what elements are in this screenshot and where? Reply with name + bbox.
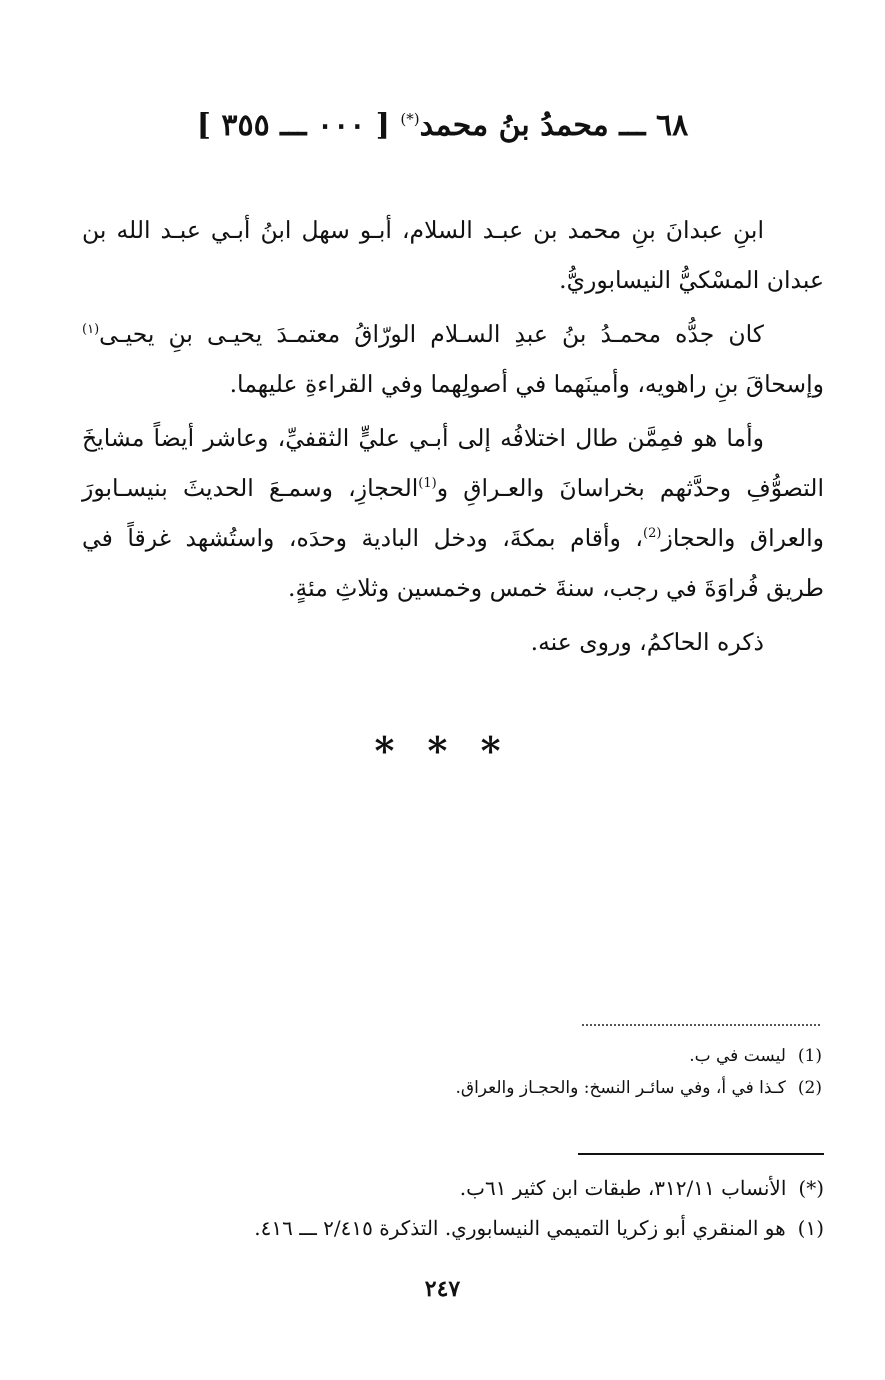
paragraph-text: الحجازِ، وسمـعَ الحديثَ بنيسـابورَ — [82, 474, 419, 502]
entry-name: محمدُ بنُ محمد — [419, 108, 609, 143]
note-number: (2) — [797, 1078, 822, 1098]
footnote-ref: (1) — [418, 476, 437, 492]
paragraph — [82, 617, 824, 667]
paragraph-text: ابنِ عبدانَ بنِ محمد بن عبـد السلام، أبـو سهل ابنُ أبـي عبـد الله بن عبدان المسْكيُّ النيسابوريُّ. — [82, 216, 824, 294]
paragraph — [82, 205, 824, 305]
footnotes — [150, 1168, 824, 1248]
footnote — [150, 1168, 824, 1208]
footnote-text: هو المنقري أبو زكريا التميمي النيسابوري. التذكرة ٢/٤١٥ ـــ ٤١٦. — [254, 1216, 786, 1240]
dotted-divider — [582, 1024, 820, 1026]
paragraph-text: ذكره الحاكمُ، وروى عنه. — [530, 628, 764, 656]
footnote-ref: (١) — [82, 322, 100, 338]
footnote — [150, 1208, 824, 1248]
note-text: ليست في ب. — [689, 1046, 786, 1066]
footnote-number: (*) — [798, 1176, 824, 1200]
entry-dash: ـــ — [619, 108, 646, 143]
note-text: كـذا في أ، وفي سائـر النسخ: والحجـاز والعراق. — [455, 1078, 786, 1098]
paragraph-text: وأما هو فمِمَّن طال اختلافُه إلى أبـي عليٍّ الثقفيِّ، وعاشر أيضاً مشايخَ التصوُّفِ وحدَّثهم بخراسانَ والعـراقِ و — [82, 424, 824, 502]
entry-ref-mark: (*) — [400, 110, 420, 128]
footnote-number: (١) — [797, 1216, 824, 1240]
entry-heading — [80, 108, 805, 143]
footnote-ref: (2) — [643, 526, 662, 542]
paragraph-text: كان جدُّه محمـدُ بنُ عبدِ السـلام الورّاقُ معتمـدَ يحيـى بنِ يحيـى — [99, 320, 764, 348]
biography-text — [82, 205, 824, 671]
paragraph-text: والعراق والحجاز — [661, 524, 824, 552]
footnote-divider — [578, 1153, 824, 1155]
variant-notes — [300, 1040, 822, 1104]
variant-note — [300, 1072, 822, 1104]
footnote-text: الأنساب ٣١٢/١١، طبقات ابن كثير ٦١ب. — [459, 1176, 787, 1200]
paragraph-text: وإسحاقَ بنِ راهويه، وأمينَهما في أصولِهما وفي القراءةِ عليهما. — [229, 370, 824, 398]
paragraph-text: ، وأقام بمكةَ، ودخل البادية وحدَه، واستُشهد غرقاً في طريق فُراوَةَ في رجب، سنةَ خمس وخمسين وثلاثِ مئةٍ. — [82, 524, 824, 602]
note-number: (1) — [797, 1046, 822, 1066]
section-separator: * * * — [374, 728, 511, 773]
entry-dates: [ ٠٠٠ ـــ ٣٥٥ ] — [196, 108, 390, 143]
paragraph — [82, 309, 824, 409]
page-number: ٢٤٧ — [424, 1276, 461, 1302]
paragraph — [82, 413, 824, 613]
variant-note — [300, 1040, 822, 1072]
entry-number: ٦٨ — [656, 108, 689, 143]
